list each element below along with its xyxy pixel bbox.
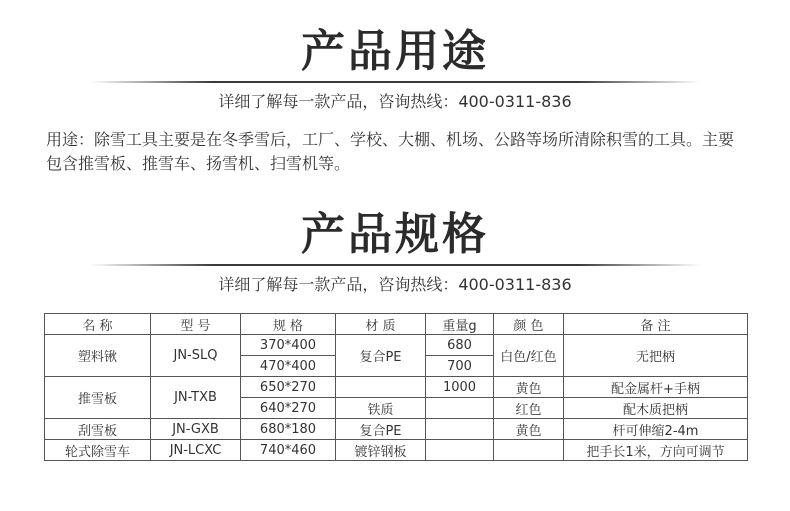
header-spec: 规 格 (241, 314, 336, 335)
cell-name: 塑料锹 (45, 335, 151, 377)
header-weight: 重量g (426, 314, 494, 335)
header-note: 备 注 (564, 314, 748, 335)
table-row (45, 440, 748, 461)
cell-spec: 680*180 (241, 419, 336, 440)
table-header-row (45, 314, 748, 335)
cell-weight (426, 398, 494, 419)
usage-title: 产品用途 (301, 26, 489, 77)
table-row (45, 419, 748, 440)
cell-material (336, 377, 426, 398)
cell-note: 配金属杆+手柄 (564, 377, 748, 398)
cell-weight (426, 419, 494, 440)
cell-name: 推雪板 (45, 377, 151, 419)
usage-divider (90, 81, 700, 83)
spec-hotline: 详细了解每一款产品，咨询热线：400-0311-836 (218, 275, 572, 294)
cell-note: 把手长1米，方向可调节 (564, 440, 748, 461)
spec-table (44, 313, 748, 461)
cell-spec: 470*400 (241, 356, 336, 377)
cell-note: 配木质把柄 (564, 398, 748, 419)
cell-color: 白色/红色 (494, 335, 564, 377)
cell-weight: 680 (426, 335, 494, 356)
cell-weight: 1000 (426, 377, 494, 398)
cell-spec: 370*400 (241, 335, 336, 356)
header-color: 颜 色 (494, 314, 564, 335)
spec-title: 产品规格 (301, 209, 489, 260)
cell-model: JN-LCXC (151, 440, 241, 461)
usage-description: 用途：除雪工具主要是在冬季雪后，工厂、学校、大棚、机场、公路等场所清除积雪的工具。主要包含推雪板、推雪车、扬雪机、扫雪机等。 (46, 130, 735, 173)
cell-color: 红色 (494, 398, 564, 419)
cell-spec: 650*270 (241, 377, 336, 398)
cell-material: 镀锌钢板 (336, 440, 426, 461)
cell-model: JN-GXB (151, 419, 241, 440)
cell-spec: 740*460 (241, 440, 336, 461)
cell-color: 黄色 (494, 377, 564, 398)
cell-color: 黄色 (494, 419, 564, 440)
cell-model: JN-TXB (151, 377, 241, 419)
cell-weight: 700 (426, 356, 494, 377)
cell-material: 复合PE (336, 419, 426, 440)
cell-spec: 640*270 (241, 398, 336, 419)
table-row (45, 335, 748, 356)
usage-hotline: 详细了解每一款产品，咨询热线：400-0311-836 (218, 92, 572, 111)
cell-material: 铁质 (336, 398, 426, 419)
cell-color (494, 440, 564, 461)
cell-weight (426, 440, 494, 461)
header-material: 材 质 (336, 314, 426, 335)
cell-model: JN-SLQ (151, 335, 241, 377)
cell-material: 复合PE (336, 335, 426, 377)
header-model: 型 号 (151, 314, 241, 335)
cell-name: 轮式除雪车 (45, 440, 151, 461)
table-row (45, 377, 748, 398)
spec-divider (90, 264, 700, 266)
cell-name: 刮雪板 (45, 419, 151, 440)
cell-note: 无把柄 (564, 335, 748, 377)
cell-note: 杆可伸缩2-4m (564, 419, 748, 440)
header-name: 名 称 (45, 314, 151, 335)
